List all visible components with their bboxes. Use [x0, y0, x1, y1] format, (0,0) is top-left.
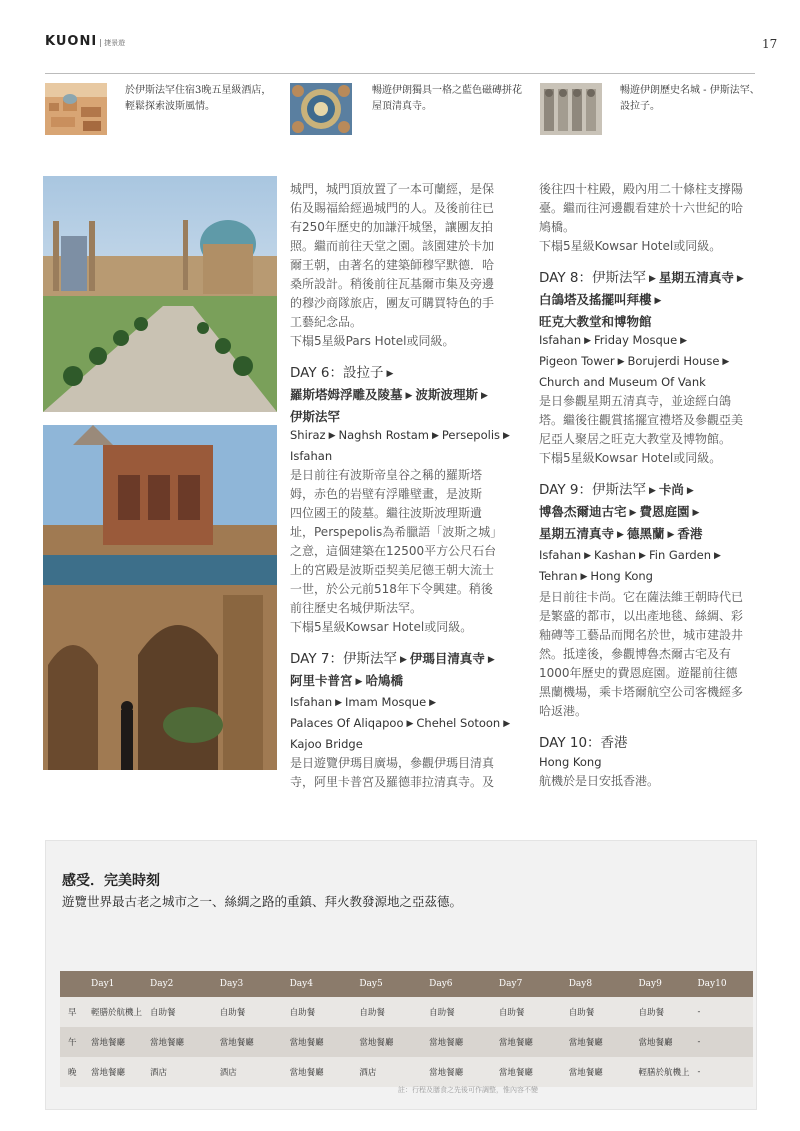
stop: 波斯波理斯 [415, 387, 478, 402]
stop: Borujerdi House [627, 354, 720, 368]
brand-logo [45, 34, 125, 49]
highlight-title: 感受．完美時刻 [62, 873, 160, 889]
stop: 費恩庭園 [639, 504, 690, 519]
header-cell: Day5 [353, 971, 423, 997]
stop: Tehran [539, 569, 578, 583]
table-cell: 當地餐廳 [144, 1027, 214, 1057]
day6-route-en [290, 426, 534, 447]
text-line: 是日前往卡尚。它在薩法維王朝時代已 [539, 590, 744, 604]
table-cell: 當地餐廳 [284, 1027, 354, 1057]
stop: Isfahan [290, 695, 333, 709]
hotel-line: 下榻5星級Pars Hotel或同級。 [290, 334, 455, 348]
table-cell: 自助餐 [353, 997, 423, 1027]
arrow-right-icon: ▶ [648, 486, 656, 496]
arrow-right-icon: ▶ [617, 357, 625, 367]
arrow-right-icon: ▶ [480, 391, 488, 401]
day9-route-en-2 [539, 567, 757, 588]
text-line: 址，Perspepolis為希臘語「波斯之城」 [290, 525, 503, 539]
text-line: 寺，阿里卡普宮及羅德菲拉清真寺。及 [290, 775, 495, 789]
text-line: 臺。繼而往河邊觀看建於十六世紀的哈 [539, 201, 744, 215]
text-line: 是日遊覽伊瑪目廣場，參觀伊瑪目清真 [290, 756, 495, 770]
arrow-right-icon: ▶ [386, 369, 394, 379]
arrow-right-icon: ▶ [667, 530, 675, 540]
palace-gate-photo [43, 425, 277, 770]
day6-route-cn-2 [290, 407, 534, 426]
stop: 哈鳩橋 [365, 673, 403, 688]
day7-route-en [290, 693, 534, 714]
table-cell: 當地餐廳 [632, 1027, 691, 1057]
thumb-caption-2 [372, 83, 522, 115]
middle-column [290, 180, 534, 792]
arrow-right-icon: ▶ [503, 719, 511, 729]
table-cell: 當地餐廳 [423, 1057, 493, 1087]
table-cell: 當地餐廳 [85, 1027, 144, 1057]
header-cell: Day10 [691, 971, 753, 997]
stop: Chehel Sotoon [416, 716, 501, 730]
day10-title: DAY 10：香港 [539, 735, 628, 751]
table-cell: 酒店 [214, 1057, 284, 1087]
day8-route-cn-2 [539, 312, 757, 331]
table-cell: 當地餐廳 [214, 1027, 284, 1057]
table-row [60, 997, 753, 1027]
table-cell: 當地餐廳 [563, 1027, 633, 1057]
text-line: 照。繼而前往天堂之園。該園建於卡加 [290, 239, 495, 253]
text-line: 一世，於公元前518年下令興建。稍後 [290, 582, 493, 596]
header-cell: Day8 [563, 971, 633, 997]
hotel-line: 下榻5星級Kowsar Hotel或同級。 [290, 620, 473, 634]
table-row [60, 1027, 753, 1057]
stop: Isfahan [539, 548, 582, 562]
text-line: 爾王朝，由著名的建築師穆罕默德．哈 [290, 258, 495, 272]
arrow-right-icon: ▶ [736, 274, 744, 284]
table-cell: 自助餐 [284, 997, 354, 1027]
table-cell: - [691, 1027, 753, 1057]
text-line: 哈返港。 [539, 704, 588, 718]
arrow-right-icon: ▶ [617, 530, 624, 540]
table-cell: 自助餐 [423, 997, 493, 1027]
hotel-line: 下榻5星級Kowsar Hotel或同級。 [539, 239, 722, 253]
text-line: 是日前往有波斯帝皇谷之稱的羅斯塔 [290, 468, 483, 482]
imam-square-photo [43, 176, 277, 412]
day7-route-cn [290, 671, 534, 693]
stop: 星期五清真寺 [539, 526, 615, 541]
text-line: 城門，城門頂放置了一本可蘭經，是保 [290, 182, 495, 196]
table-cell: 自助餐 [214, 997, 284, 1027]
arrow-right-icon: ▶ [580, 572, 588, 582]
text-line: 前往歷史名城伊斯法罕。 [290, 601, 423, 615]
day8-heading [539, 268, 757, 290]
text-line: 鳩橋。 [539, 220, 576, 234]
hotel-line: 下榻5星級Kowsar Hotel或同級。 [539, 451, 722, 465]
arrow-right-icon: ▶ [584, 551, 592, 561]
text-line: 有250年歷史的加謙汗城堡，讓團友拍 [290, 220, 493, 234]
stop: 伊斯法罕 [290, 409, 341, 424]
table-cell: 自助餐 [563, 997, 633, 1027]
caption-line: 暢遊伊朗獨具一格之藍色磁磚拼花 [372, 85, 522, 96]
day7-title: DAY 7：伊斯法罕 [290, 651, 397, 667]
stop: 德黑蘭 [626, 526, 665, 541]
arrow-right-icon: ▶ [335, 698, 343, 708]
arrow-right-icon: ▶ [692, 508, 700, 518]
table-cell: - [691, 1057, 753, 1087]
day9-heading [539, 480, 757, 502]
day8-route-cn [539, 290, 757, 312]
text-line: 之意，這個建築在12500平方公尺石台 [290, 544, 497, 558]
text-line: 佑及賜福給經過城門的人。及後前往已 [290, 201, 495, 215]
day10-heading [539, 733, 757, 753]
stop: 伊瑪目清真寺 [409, 651, 485, 666]
arrow-right-icon: ▶ [629, 508, 637, 518]
table-cell: 當地餐廳 [493, 1027, 563, 1057]
day6-title: DAY 6：設拉子 [290, 365, 384, 381]
table-cell: 自助餐 [632, 997, 691, 1027]
thumb-caption-1 [125, 83, 271, 115]
text-line: 然。抵達後，參觀博魯杰爾古宅及有 [539, 647, 732, 661]
table-cell: 當地餐廳 [493, 1057, 563, 1087]
day6-heading [290, 363, 534, 385]
day9-title: DAY 9：伊斯法罕 [539, 482, 646, 498]
stop: 卡尚 [658, 482, 684, 497]
arrow-right-icon: ▶ [399, 655, 407, 665]
stop: Kajoo Bridge [290, 737, 363, 751]
text-line: 四位國王的陵墓。繼往波斯波理斯遺 [290, 506, 483, 520]
arrow-right-icon: ▶ [584, 336, 592, 346]
stop: 旺克大教堂和博物館 [539, 314, 652, 329]
stop: Hong Kong [590, 569, 653, 583]
highlight-subtitle: 遊覽世界最古老之城市之一、絲綢之路的重鎮、拜火教發源地之亞茲德。 [62, 894, 463, 909]
meal-label: 晚 [60, 1057, 85, 1087]
table-cell: 當地餐廳 [423, 1027, 493, 1057]
day8-route-en-2 [539, 352, 757, 373]
arrow-right-icon: ▶ [405, 391, 413, 401]
arrow-right-icon: ▶ [714, 551, 721, 561]
header-cell: Day7 [493, 971, 563, 997]
text-line: 是日參觀星期五清真寺，並途經白鴿 [539, 394, 732, 408]
table-cell: 輕膳於航機上 [85, 997, 144, 1027]
brand-name: KUONI [45, 34, 98, 49]
right-column [539, 180, 757, 791]
arrow-right-icon: ▶ [487, 655, 495, 665]
stop: Fin Garden [648, 548, 712, 562]
text-line: 姆，赤色的岩壁有浮雕壁畫，是波斯 [290, 487, 483, 501]
stop: 香港 [677, 526, 703, 541]
table-cell: 自助餐 [144, 997, 214, 1027]
stop: Naghsh Rostam [338, 428, 429, 442]
table-cell: 當地餐廳 [85, 1057, 144, 1087]
text-line: 桑所設計。稍後前往瓦基爾市集及旁邊 [290, 277, 495, 291]
thumb-desert-city-image [45, 83, 107, 135]
arrow-right-icon: ▶ [431, 431, 439, 441]
arrow-right-icon: ▶ [654, 296, 662, 306]
arrow-right-icon: ▶ [686, 486, 694, 496]
header-cell: Day9 [632, 971, 691, 997]
meal-label: 早 [60, 997, 85, 1027]
day9-route-cn [539, 502, 757, 524]
text-line: 上的宮殿是波斯亞契美尼德王朝大流士 [290, 563, 495, 577]
arrow-right-icon: ▶ [429, 698, 437, 708]
header-divider [45, 73, 755, 74]
day9-route-en [539, 546, 757, 567]
table-cell: 當地餐廳 [353, 1027, 423, 1057]
thumb-relief-image [540, 83, 602, 135]
arrow-right-icon: ▶ [328, 431, 336, 441]
text-line: 塔。繼後往觀賞搖擺宣禮塔及參觀亞美 [539, 413, 744, 427]
text-line: 黑蘭機場，乘卡塔爾航空公司客機經多 [539, 685, 744, 699]
day7-route-en-3 [290, 735, 534, 754]
text-line: 航機於是日安抵香港。 [539, 774, 660, 788]
table-cell: 自助餐 [493, 997, 563, 1027]
stop: Palaces Of Aliqapoo [290, 716, 404, 730]
text-line: 的穆沙商隊旅店，團友可購買特色的手 [290, 296, 495, 310]
text-line: 工藝紀念品。 [290, 315, 363, 329]
footnote: 註：行程及膳食之先後可作調整，惟內容不變 [398, 1086, 538, 1094]
stop: 博魯杰爾迪古宅 [539, 504, 627, 519]
day8-route-en [539, 331, 757, 352]
day7-route-en-2 [290, 714, 534, 735]
table-cell: - [691, 997, 753, 1027]
text-line: 釉磚等工藝品而聞名於世，城市建設井 [539, 628, 744, 642]
day8-title: DAY 8：伊斯法罕 [539, 270, 646, 286]
caption-line: 設拉子。 [620, 101, 660, 112]
arrow-right-icon: ▶ [639, 551, 646, 561]
arrow-right-icon: ▶ [406, 719, 414, 729]
stop: Pigeon Tower [539, 354, 615, 368]
text-line: 是繁盛的都市，以出產地毯、絲綢、彩 [539, 609, 744, 623]
table-cell: 當地餐廳 [284, 1057, 354, 1087]
page-number: 17 [762, 37, 778, 51]
meal-table-header [60, 971, 753, 997]
day6-route-en-2 [290, 447, 534, 466]
stop: Isfahan [290, 449, 333, 463]
header-cell: Day2 [144, 971, 214, 997]
meal-table [60, 971, 753, 1087]
header-cell: Day6 [423, 971, 493, 997]
arrow-right-icon: ▶ [648, 274, 656, 284]
header-cell: Day3 [214, 971, 284, 997]
stop: Persepolis [441, 428, 501, 442]
stop: 白鴿塔及搖擺叫拜樓 [539, 292, 652, 307]
header-cell: Day4 [284, 971, 354, 997]
table-cell: 酒店 [353, 1057, 423, 1087]
brand-sub: 捷景遊 [100, 39, 125, 47]
thumb-caption-3 [620, 83, 760, 115]
day10-route-en: Hong Kong [539, 755, 602, 769]
stop: Imam Mosque [345, 695, 427, 709]
thumb-mosque-ceiling-image [290, 83, 352, 135]
day7-heading [290, 649, 534, 671]
table-cell: 輕膳於航機上 [632, 1057, 691, 1087]
day8-route-en-3 [539, 373, 757, 392]
caption-line: 屋頂清真寺。 [372, 101, 432, 112]
stop: Church and Museum Of Vank [539, 375, 706, 389]
caption-line: 暢遊伊朗歷史名城 - 伊斯法罕、 [620, 85, 760, 96]
stop: Isfahan [539, 333, 582, 347]
header-cell [60, 971, 85, 997]
table-row [60, 1057, 753, 1087]
meal-label: 午 [60, 1027, 85, 1057]
stop: 阿里卡普宮 [290, 673, 353, 688]
header-cell: Day1 [85, 971, 144, 997]
arrow-right-icon: ▶ [503, 431, 510, 441]
stop: 星期五清真寺 [658, 270, 734, 285]
text-line: 後往四十柱殿，殿內用二十條柱支撐陽 [539, 182, 744, 196]
day9-route-cn-2 [539, 524, 757, 546]
caption-line: 輕鬆探索波斯風情。 [125, 101, 215, 112]
arrow-right-icon: ▶ [680, 336, 688, 346]
table-cell: 酒店 [144, 1057, 214, 1087]
stop: Kashan [594, 548, 637, 562]
arrow-right-icon: ▶ [722, 357, 730, 367]
caption-line: 於伊斯法罕住宿3晚五星級酒店， [125, 85, 272, 96]
text-line: 1000年歷史的費恩庭園。遊罷前往德 [539, 666, 738, 680]
stop: 羅斯塔姆浮雕及陵墓 [290, 387, 403, 402]
text-line: 尼亞人聚居之旺克大教堂及博物館。 [539, 432, 732, 446]
stop: Shiraz [290, 428, 326, 442]
stop: Friday Mosque [594, 333, 678, 347]
day6-route-cn [290, 385, 534, 407]
table-cell: 當地餐廳 [563, 1057, 633, 1087]
arrow-right-icon: ▶ [355, 677, 363, 687]
